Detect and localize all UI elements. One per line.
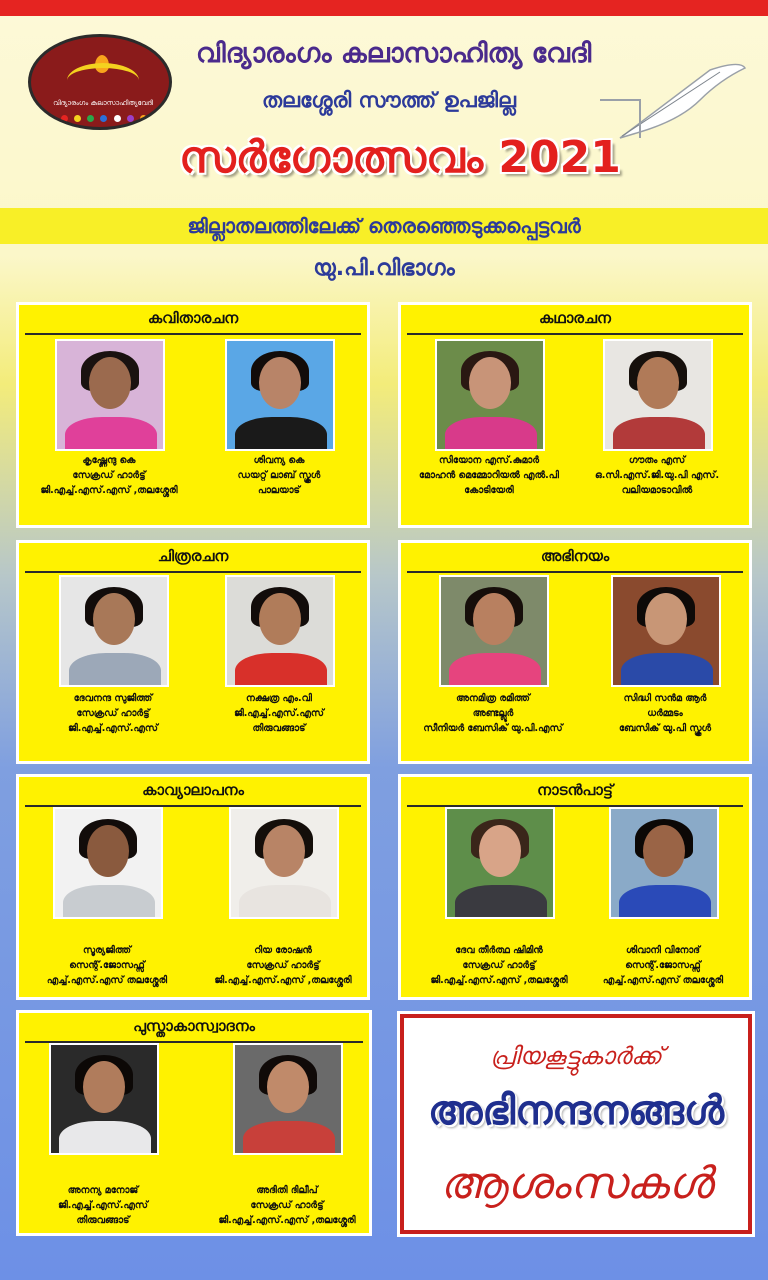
congrats-to-friends: പ്രിയകൂട്ടുകാർക്ക് bbox=[490, 1042, 662, 1070]
winner-place: വലിയമാടാവിൽ bbox=[621, 485, 693, 496]
winner-photo bbox=[445, 807, 555, 919]
divider bbox=[407, 333, 743, 335]
winner-school: സേക്രഡ് ഹാർട്ട് bbox=[72, 470, 146, 481]
winner-name: അനമിത്ര രമിത്ത് bbox=[456, 693, 530, 704]
section-heading: യു.പി.വിഭാഗം bbox=[313, 256, 455, 281]
winner-school: ഡയറ്റ് ലാബ് സ്കൂൾ bbox=[237, 470, 321, 481]
quill-pen-icon bbox=[600, 60, 750, 140]
panel-title: നാടൻപാട്ട് bbox=[537, 781, 613, 799]
winner-place: ജി.എച്ച്.എസ്.എസ് ,തലശ്ശേരി bbox=[430, 975, 568, 986]
winner-photo bbox=[59, 575, 169, 687]
winner-place: കോടിയേരി bbox=[464, 485, 514, 496]
winner-place: എച്ച്.എസ്.എസ് തലശ്ശേരി bbox=[46, 975, 168, 986]
winner-caption bbox=[199, 691, 359, 736]
winner-photo bbox=[229, 807, 339, 919]
winner-place: ബേസിക് യു.പി സ്കൂൾ bbox=[618, 723, 712, 734]
panel-title: കഥാരചന bbox=[539, 309, 611, 327]
winner-place: പാലയാട് bbox=[257, 485, 301, 496]
winner-place: തിരുവങ്ങാട് bbox=[76, 1215, 130, 1226]
winner-photo bbox=[225, 575, 335, 687]
open-book-icon bbox=[67, 63, 139, 98]
panel-katharachana bbox=[398, 302, 752, 528]
winner-caption bbox=[207, 1183, 367, 1228]
winner-place: തിരുവങ്ങാട് bbox=[252, 723, 306, 734]
winner-photo bbox=[55, 339, 165, 451]
winner-name: അനന്യ മനോജ് bbox=[67, 1185, 139, 1196]
panel-pusthakaswadanam bbox=[16, 1010, 372, 1236]
winner-name: ശിവന്യ കെ bbox=[253, 455, 305, 466]
winner-school: അണ്ടല്ലൂർ bbox=[472, 708, 514, 719]
congrats-ashamsakal: ആശംസകൾ bbox=[439, 1158, 713, 1209]
winner-school: ധർമ്മടം bbox=[647, 708, 683, 719]
divider bbox=[25, 333, 361, 335]
winner-name: അദിതി ദിലീപ് bbox=[256, 1185, 318, 1196]
logo-text: വിദ്യാരംഗം കലാസാഹിത്യവേദി bbox=[53, 99, 153, 107]
winner-caption bbox=[199, 453, 359, 498]
winner-caption bbox=[577, 453, 737, 498]
winner-caption bbox=[419, 943, 579, 988]
winner-name: സൂര്യജിത്ത് bbox=[83, 945, 131, 956]
winner-caption bbox=[413, 691, 573, 736]
winner-school: സേക്രഡ് ഹാർട്ട് bbox=[462, 960, 536, 971]
winner-school: സേക്രഡ് ഹാർട്ട് bbox=[250, 1200, 324, 1211]
winner-photo bbox=[233, 1043, 343, 1155]
panel-chitharachana bbox=[16, 540, 370, 764]
winner-caption bbox=[23, 1183, 183, 1228]
congrats-abhinandanangal: അഭിനന്ദനങ്ങൾ bbox=[427, 1088, 725, 1134]
congratulations-box bbox=[400, 1014, 752, 1234]
winner-name: ഗൗതം എസ് bbox=[628, 455, 686, 466]
winner-place: സീനിയർ ബേസിക് യു.പി.എസ് bbox=[423, 723, 563, 734]
panel-kavyalapanam bbox=[16, 774, 370, 1000]
winner-caption bbox=[583, 943, 743, 988]
winner-name: റിയ രോഷൻ bbox=[254, 945, 312, 956]
winner-photo bbox=[603, 339, 713, 451]
vidyarangam-logo bbox=[28, 34, 172, 130]
winner-caption bbox=[203, 943, 363, 988]
winner-photo bbox=[611, 575, 721, 687]
winner-photo bbox=[609, 807, 719, 919]
winner-school: ജി.എച്ച്.എസ്.എസ് bbox=[234, 708, 324, 719]
winner-name: കൃഷ്ണേന്ദു കെ bbox=[82, 455, 136, 466]
winner-school: സെന്റ്.ജോസഫ്സ് bbox=[69, 960, 145, 971]
logo-dots bbox=[61, 115, 147, 123]
winner-photo bbox=[439, 575, 549, 687]
winner-place: ജി.എച്ച്.എസ്.എസ് ,തലശ്ശേരി bbox=[40, 485, 178, 496]
panel-title: പുസ്താകാസ്വാദനം bbox=[133, 1017, 255, 1035]
top-red-bar bbox=[0, 0, 768, 16]
winner-school: ഒ.സി.എസ്.ജി.യു.പി എസ്. bbox=[594, 470, 720, 481]
winner-photo bbox=[53, 807, 163, 919]
selection-heading: ജില്ലാതലത്തിലേക്ക് തെരഞ്ഞെടുക്കപ്പെട്ടവർ bbox=[187, 214, 581, 238]
panel-title: അഭിനയം bbox=[540, 547, 610, 565]
winner-school: ജി.എച്ച്.എസ്.എസ് bbox=[58, 1200, 148, 1211]
winner-caption bbox=[409, 453, 569, 498]
panel-abhinayam bbox=[398, 540, 752, 764]
winner-school: മോഹൻ മെമ്മോറിയൽ എൽ.പി bbox=[419, 470, 559, 481]
winner-caption bbox=[585, 691, 745, 736]
winner-caption bbox=[29, 453, 189, 498]
winner-place: ജി.എച്ച്.എസ്.എസ് ,തലശ്ശേരി bbox=[214, 975, 352, 986]
winner-place: ജി.എച്ച്.എസ്.എസ് ,തലശ്ശേരി bbox=[218, 1215, 356, 1226]
winner-school: സെന്റ്.ജോസഫ്സ് bbox=[625, 960, 701, 971]
winner-photo bbox=[225, 339, 335, 451]
panel-kavitharachana bbox=[16, 302, 370, 528]
winner-school: സേക്രഡ് ഹാർട്ട് bbox=[246, 960, 320, 971]
winner-photo bbox=[435, 339, 545, 451]
winner-caption bbox=[33, 691, 193, 736]
panel-title: ചിത്രരചന bbox=[157, 547, 229, 565]
winner-place: ജി.എച്ച്.എസ്.എസ് bbox=[68, 723, 158, 734]
winner-name: സിയോന എസ്.കുമാർ bbox=[439, 455, 539, 466]
panel-nadanpattu bbox=[398, 774, 752, 1000]
winner-name: സിദ്ധി സൻമ ആർ bbox=[623, 693, 707, 704]
winner-name: ദേവനന്ദ സുജിത്ത് bbox=[73, 693, 153, 704]
winner-caption bbox=[27, 943, 187, 988]
festival-title: സർഗോത്സവം 2021 bbox=[179, 132, 621, 183]
winner-place: എച്ച്.എസ്.എസ് തലശ്ശേരി bbox=[602, 975, 724, 986]
winner-name: ശിവാനി വിനോദ് bbox=[625, 945, 701, 956]
winner-school: സേക്രഡ് ഹാർട്ട് bbox=[76, 708, 150, 719]
org-title: വിദ്യാരംഗം കലാസാഹിത്യ വേദി bbox=[196, 38, 592, 69]
divider bbox=[25, 571, 361, 573]
divider bbox=[407, 571, 743, 573]
winner-photo bbox=[49, 1043, 159, 1155]
subdistrict-title: തലശ്ശേരി സൗത്ത് ഉപജില്ല bbox=[262, 88, 516, 112]
panel-title: കവിതാരചന bbox=[147, 309, 239, 327]
panel-title: കാവ്യാലാപനം bbox=[142, 781, 244, 799]
winner-name: നക്ഷത്ര എം.വി bbox=[246, 693, 312, 704]
winner-name: ദേവ തീർത്ഥ ഷിമിൻ bbox=[455, 945, 543, 956]
